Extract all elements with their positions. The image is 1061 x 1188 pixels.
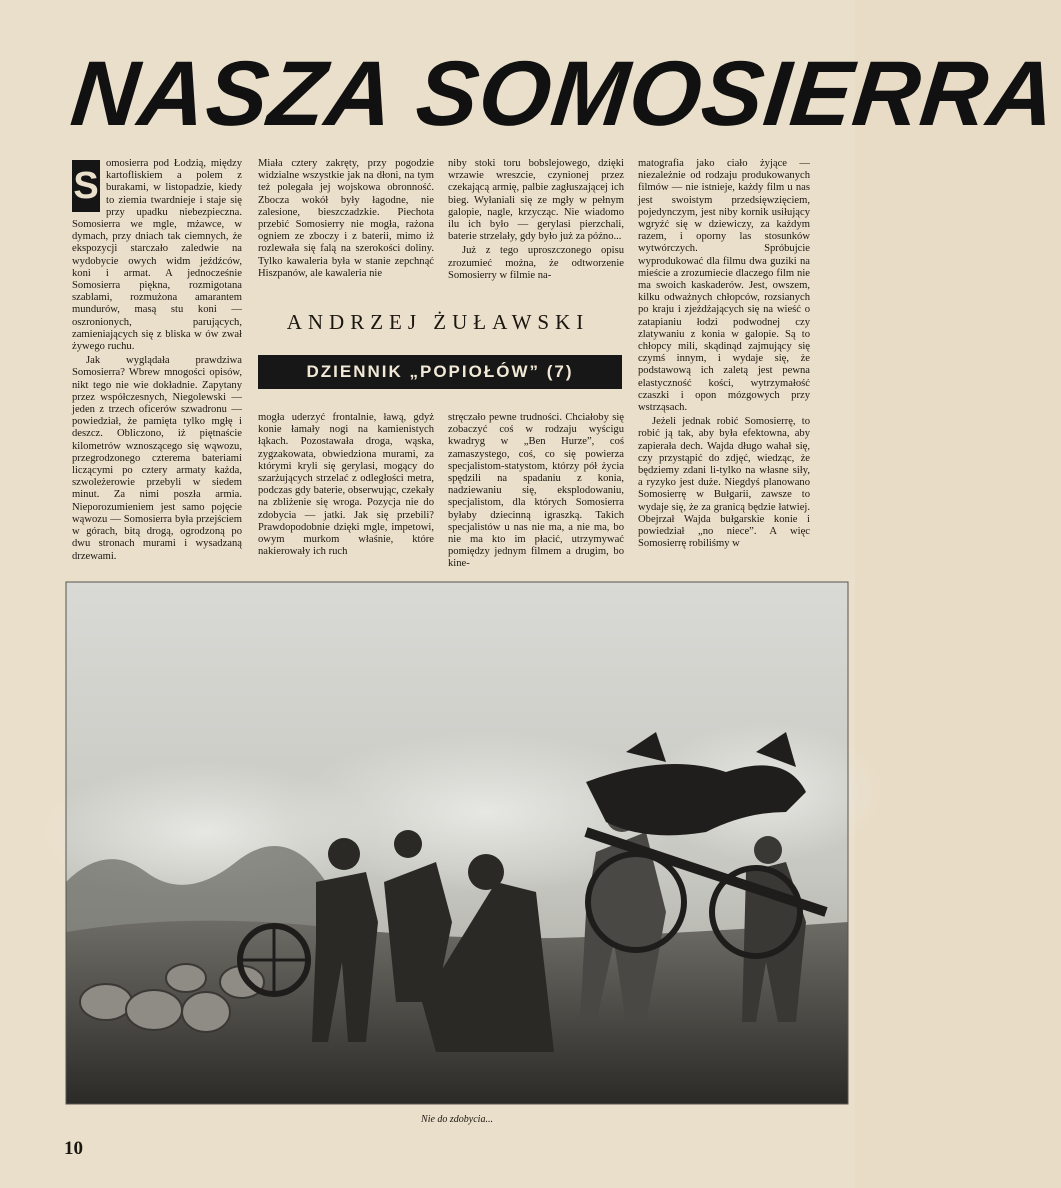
paragraph: Jeżeli jednak robić Somosierrę, to robić ją tak, aby była efektowna, aby zapierała dech. Wajda długo wahał się, czy przystąpić do zdjęć, wiedząc, że będziemy zdani li-tylko na własne siły, a ryzyko jest duże. Niegdyś planowano Somosierrę w Bułgarii, zawsze to wydaje się, że za granicą będzie łatwiej. Obejrzał Wajda bułgarskie konie i powiedział „no niece”. A więc Somosierrę robiliśmy w xyxy=(638,416,810,550)
paragraph xyxy=(72,158,242,353)
author-name: ANDRZEJ ŻUŁAWSKI xyxy=(286,310,590,334)
text-column-2-lower xyxy=(258,412,434,566)
battle-photograph xyxy=(66,582,848,1104)
paragraph: stręczało pewne trudności. Chciałoby się zobaczyć coś w rodzaju wyścigu kwadryg w „Ben Hurze”, coś zamaszystego, coś, co się powierza specjalistom-statystom, którzy pół życia spędzili na spadaniu z konia, nadziewaniu się, eksplodowaniu, specjalistom, dla których Somosierra byłaby dziecinną igraszką. Takich specjalistów u nas nie ma, a nie ma, bo nie ma kto im płacić, utrzymywać pomiędzy jednym filmem a drugim, bo kine- xyxy=(448,412,624,570)
paragraph: niby stoki toru bobslejowego, dzięki wrzawie wreszcie, czynionej przez czekającą armię, palbie zagłuszającej ich bieg. Wyłaniali się ze mgły w pełnym galopie, nagle, krzycząc. Nie wiadomo ilu ich było — gerylasi pierzchali, baterie strzelały, gdy było już za późno... xyxy=(448,158,624,243)
text-column-1 xyxy=(72,158,242,566)
drop-cap: S xyxy=(72,160,100,212)
paragraph: matografia jako ciało żyjące — niezależnie od rodzaju produkowanych filmów — nie istnieje, każdy film u nas jest swoistym przedsięwzięciem, pojedynczym, jest niby kornik usiłujący wgryźć się w dziewiczy, za każdym razem, i oporny las stosunków wytwórczych. Spróbujcie wyprodukować dla filmu dwa guziki na mieście a zrozumiecie dlaczego film nie ma swoich kaskaderów. Jest, owszem, kilku odważnych chłopców, rozsianych po kraju i zjeżdżających się na wieść o zatapianiu łodzi podwodnej czy zlatywaniu z konia w galopie. Są to chłopcy mili, skądinąd zajmujący się czymś innym, i wydaje się, że podstawową ich zaletą jest pewna elastyczność kości, wytrzymałość czaszki i opon mózgowych przy wstrząsach. xyxy=(638,158,810,414)
paragraph: mogła uderzyć frontalnie, ławą, gdyż konie łamały nogi na kamienistych łąkach. Pozostawała droga, wąska, zygzakowata, obwiedziona murami, za którymi kryli się gerylasi, mogący do szarżujących strzelać z odległości metra, podczas gdy baterie, obserwując, czekały na zbliżenie się wroga. Pozycja nie do zdobycia — jatki. Jak się przebili? Prawdopodobnie dzięki mgle, impetowi, owym murkom właśnie, które nakierowały ich ruch xyxy=(258,412,434,558)
text-column-3-upper xyxy=(448,158,624,290)
paragraph-text: omosierra pod Łodzią, między kartofliskiem a polem z burakami, w listopadzie, kiedy to ziemia twardnieje i staje się przy upadku niebezpieczna. Somosierra we mgle, mżawce, w dymach, przy dniach tak ciemnych, że ekspozycji starczało zaledwie na wydobycie owych widm jeźdźców, koni i armat. A jednocześnie Somosierra piękna, rozmigotana szablami, rozmużona amarantem mundurów, masą stu koni — oszronionych, parujących, zamieniających się z bliska w ów zwał żywego ruchu. xyxy=(72,158,242,353)
page-number: 10 xyxy=(64,1138,83,1159)
article-title: NASZA SOMOSIERRA xyxy=(66,43,1061,145)
series-banner: DZIENNIK „POPIOŁÓW” (7) xyxy=(258,355,622,389)
cannon-left xyxy=(240,926,308,994)
text-column-3-lower xyxy=(448,412,624,570)
photo-caption: Nie do zdobycia... xyxy=(421,1114,493,1125)
text-column-2-upper xyxy=(258,158,434,290)
paragraph: Już z tego uproszczonego opisu zrozumieć można, że odtworzenie Somosierry w filmie na- xyxy=(448,245,624,281)
text-column-4 xyxy=(638,158,810,566)
paragraph: Jak wyglądała prawdziwa Somosierra? Wbrew mnogości opisów, nikt tego nie wie dokładnie. Zapytany przez współczesnych, Niegolewski — jeden z trzech oficerów szwadronu — powiedział, że pamięta tylko mgłę i deszcz. Obliczono, iż piętnaście kilometrów wznoszącego się wąwozu, przegrodzonego czterema bateriami liczącymi po cztery armaty każda, szwoleżerowie przebyli w siedem minut. Za nimi poszła armia. Nieporozumieniem jest samo pojęcie wąwozu — Somosierra była przejściem w górach, bitą drogą, ogrodzoną po dwu stronach murami i wysadzaną drzewami. xyxy=(72,355,242,562)
paragraph: Miała cztery zakręty, przy pogodzie widzialne wszystkie jak na dłoni, na tym też polegała jej wojskowa obronność. Zbocza wokół były łagodne, nie zalesione, bieszczadzkie. Piechota przebić Somosierry nie mogła, rażona ogniem ze zboczy i z baterii, mimo iż rozlewała się falą na szerokości doliny. Tylko kawaleria była w stanie zepchnąć Hiszpanów, ale kawaleria nie xyxy=(258,158,434,279)
